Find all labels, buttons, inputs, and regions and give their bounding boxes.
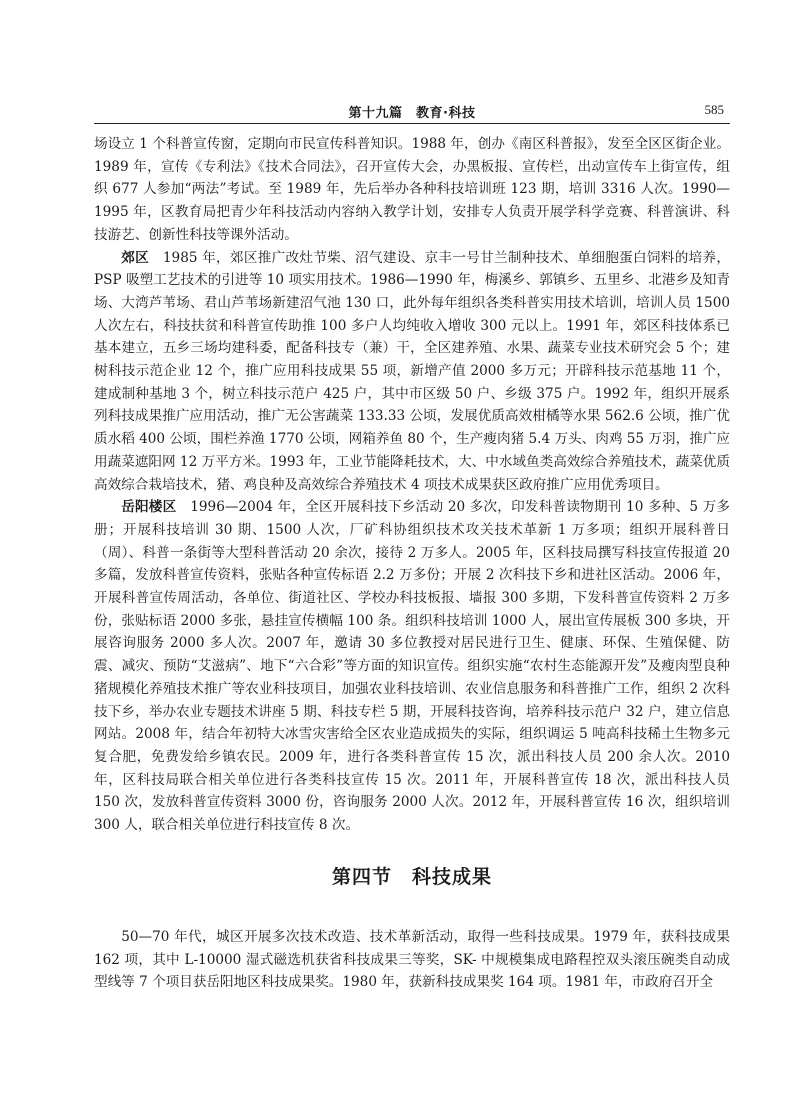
section-heading: 第四节 科技成果 [331, 866, 492, 888]
page-number: 585 [704, 102, 724, 117]
running-header [94, 100, 730, 122]
paragraph-text: 1985 年，郊区推广改灶节柴、沼气建设、京丰一号甘兰制种技术、单细胞蛋白饲料的培养，PSP 吸塑工艺技术的引进等 10 项实用技术。1986—1990 年，梅溪乡、郭镇乡、五里乡、北港乡及知青场、大湾芦苇场、君山芦苇场新建沼气池 130 口，此外每年组织各类科普实用技术培训，培训人员 1500 人次左右，科技扶贫和科普宣传助推 100 多户人均纯收入增收 300 元以上。1991 年，郊区科技体系已基本建立，五乡三场均建科委，配备科技专（兼）干，全区建养殖、水果、蔬菜专业技术研究会 5 个；建树科技示范企业 12 个，推广应用科技成果 55 项，新增产值 2000 多万元；开辟科技示范基地 11 个，建成制种基地 3 个，树立科技示范户 425 户，其中市区级 50 户、乡级 375 户。1992 年，组织开展系列科技成果推广应用活动，推广无公害蔬菜 133.33 公顷，发展优质高效柑橘等水果 562.6 公顷，推广优质水稻 400 公顷，围栏养渔 1770 公顷，网箱养鱼 80 个，生产瘦肉猪 5.4 万头、肉鸡 55 万羽，推广应用蔬菜遮阳网 12 万平方米。1993 年，工业节能降耗技术，大、中水域鱼类高效综合养殖技术，蔬菜优质高效综合栽培技术，猪、鸡良种及高效综合养殖技术 4 项技术成果获区政府推广应用优秀项目。 [94, 249, 731, 493]
paragraph-lead: 郊区 [121, 249, 149, 266]
chapter-title: 第十九篇 教育·科技 [348, 106, 476, 121]
paragraph-yueyanglouqu [94, 496, 730, 837]
paragraph-text: 1996—2004 年，全区开展科技下乡活动 20 多次，印发科普读物期刊 10 多种、5 万多册；开展科技培训 30 期、1500 人次，厂矿科协组织技术攻关技术革新 1 万多项；组织开展科普日（周）、科普一条街等大型科普活动 20 余次，接待 2 万多人。2005 年，区科技局撰写科技宣传报道 20 多篇，发放科普宣传资料，张贴各种宣传标语 2.2 万多份；开展 2 次科技下乡和进社区活动。2006 年，开展科普宣传周活动，各单位、街道社区、学校办科技板报、墙报 300 多期，下发科普宣传资料 2 万多份，张贴标语 2000 多张，悬挂宣传横幅 100 条。组织科技培训 1000 人，展出宣传展板 300 多块，开展咨询服务 2000 多人次。2007 年，邀请 30 多位教授对居民进行卫生、健康、环保、生殖保健、防震、减灾、预防“艾滋病”、地下“六合彩”等方面的知识宣传。组织实施“农村生态能源开发”及瘦肉型良种猪规模化养殖技术推广等农业科技项目，加强农业科技培训、农业信息服务和科普推广工作，组织 2 次科技下乡，举办农业专题技术讲座 5 期、科技专栏 5 期，开展科技咨询，培养科技示范户 32 户，建立信息网站。2008 年，结合年初特大冰雪灾害给全区农业造成损失的实际，组织调运 5 吨高科技稀土生物多元复合肥，免费发给乡镇农民。2009 年，进行各类科普宣传 15 次，派出科技人员 200 余人次。2010 年，区科技局联合相关单位进行各类科技宣传 15 次。2011 年，开展科普宣传 18 次，派出科技人员 150 次，发放科普宣传资料 3000 份，咨询服务 2000 人次。2012 年，开展科普宣传 16 次，组织培训 300 人，联合相关单位进行科技宣传 8 次。 [94, 499, 731, 834]
paragraph-continuation [94, 133, 730, 247]
paragraph-text: 场设立 1 个科普宣传窗，定期向市民宣传科普知识。1988 年，创办《南区科普报》，发至全区区街企业。1989 年，宣传《专利法》《技术合同法》，召开宣传大会，办黑板报、宣传栏，出动宣传车上街宣传，组织 677 人参加“两法”考试。至 1989 年，先后举办各种科技培训班 123 期，培训 3316 人次。1990—1995 年，区教育局把青少年科技活动内容纳入教学计划，安排专人负责开展学科学竞赛、科普演讲、科技游艺、创新性科技等课外活动。 [94, 136, 730, 243]
header-rule [94, 123, 730, 124]
section-body [94, 926, 730, 994]
section-paragraph: 50—70 年代，城区开展多次技术改造、技术革新活动，取得一些科技成果。1979 年，获科技成果 162 项，其中 L-10000 湿式磁选机获省科技成果三等奖，SK- 中规模集成电路程控双头滚压碗类自动成型线等 7 个项目获岳阳地区科技成果奖。1980 年，获新科技成果奖 164 项。1981 年，市政府召开全 [94, 929, 730, 991]
body-text [94, 133, 730, 837]
paragraph-lead: 岳阳楼区 [121, 499, 177, 516]
paragraph-jiaoqu [94, 247, 730, 497]
